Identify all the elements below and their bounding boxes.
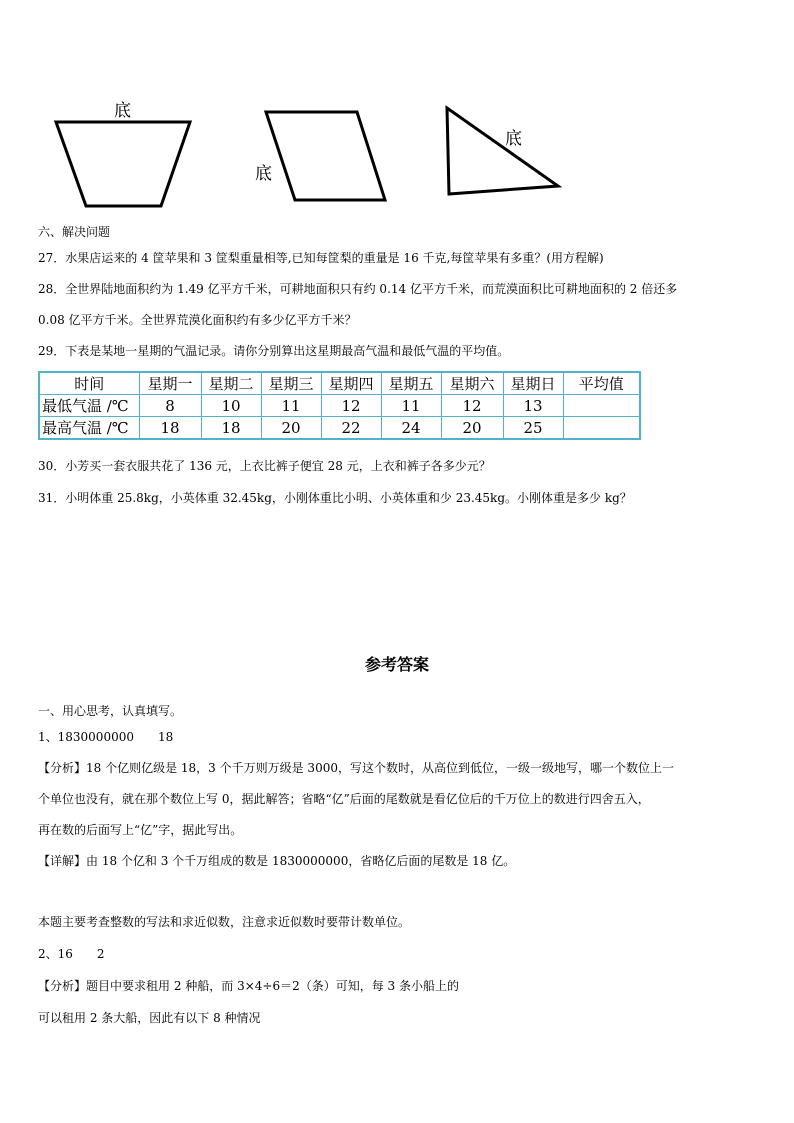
table-row-label: 最低气温 /℃ xyxy=(39,395,139,417)
table-header-cell: 星期三 xyxy=(261,372,321,395)
geometry-figures xyxy=(0,90,794,210)
trapezoid-shape xyxy=(56,122,190,206)
section-heading: 六、解决问题 xyxy=(38,225,111,239)
parallelogram-base-label: 底 xyxy=(255,164,272,184)
question-27: 27．水果店运来的 4 筐苹果和 3 筐梨重量相等,已知每筐梨的重量是 16 千克,每筐苹果有多重？(用方程解) xyxy=(38,251,604,265)
answer-2-analysis-line2: 可以租用 2 条大船，因此有以下 8 种情况 xyxy=(38,1011,261,1025)
trapezoid-base-label: 底 xyxy=(114,101,131,121)
answer-2-analysis-line1: 【分析】题目中要求租用 2 种船，而 3×4÷6＝2（条）可知，每 3 条小船上的 xyxy=(38,979,459,993)
table-header-row xyxy=(39,372,640,395)
table-cell: 20 xyxy=(441,417,503,440)
table-cell xyxy=(563,417,640,440)
table-cell: 11 xyxy=(381,395,441,417)
table-cell: 13 xyxy=(503,395,563,417)
table-cell: 12 xyxy=(441,395,503,417)
table-cell: 11 xyxy=(261,395,321,417)
parallelogram-shape xyxy=(266,112,385,200)
triangle-shape xyxy=(447,108,558,194)
table-header-cell: 星期四 xyxy=(321,372,381,395)
answer-1-note: 本题主要考查整数的写法和求近似数，注意求近似数时要带计数单位。 xyxy=(38,915,411,929)
triangle-base-label: 底 xyxy=(505,129,522,149)
question-29: 29．下表是某地一星期的气温记录。请你分别算出这星期最高气温和最低气温的平均值。 xyxy=(38,344,510,358)
table-cell: 18 xyxy=(139,417,201,440)
table-cell: 10 xyxy=(201,395,261,417)
table-cell: 20 xyxy=(261,417,321,440)
table-cell: 18 xyxy=(201,417,261,440)
question-28-line2: 0.08 亿平方千米。全世界荒漠化面积约有多少亿平方千米？ xyxy=(38,313,357,327)
question-31: 31．小明体重 25.8kg，小英体重 32.45kg，小刚体重比小明、小英体重和少 23.45kg。小刚体重是多少 kg？ xyxy=(38,491,632,505)
table-cell: 24 xyxy=(381,417,441,440)
temperature-table xyxy=(38,371,641,440)
table-header-cell: 星期二 xyxy=(201,372,261,395)
table-row-label: 最高气温 /℃ xyxy=(39,417,139,440)
question-28-line1: 28．全世界陆地面积约为 1.49 亿平方千米，可耕地面积只有约 0.14 亿平方千米，而荒漠面积比可耕地面积的 2 倍还多 xyxy=(38,282,678,296)
table-row xyxy=(39,395,640,417)
table-header-cell: 时间 xyxy=(39,372,139,395)
table-cell: 8 xyxy=(139,395,201,417)
answer-1-analysis-line2: 个单位也没有，就在那个数位上写 0，据此解答；省略“亿”后面的尾数就是看亿位后的千万位上的数进行四舍五入， xyxy=(38,792,650,806)
table-header-cell: 星期日 xyxy=(503,372,563,395)
table-header-cell: 星期一 xyxy=(139,372,201,395)
answer-1-analysis-line3: 再在数的后面写上“亿”字，据此写出。 xyxy=(38,823,243,837)
table-header-cell: 星期六 xyxy=(441,372,503,395)
answer-1-detail: 【详解】由 18 个亿和 3 个千万组成的数是 1830000000，省略亿后面的尾数是 18 亿。 xyxy=(38,854,516,868)
answer-1: 1、1830000000 18 xyxy=(38,730,174,744)
table-cell xyxy=(563,395,640,417)
answer-1-analysis-line1: 【分析】18 个亿则亿级是 18，3 个千万则万级是 3000，写这个数时，从高位到低位，一级一级地写，哪一个数位上一 xyxy=(38,761,674,775)
answer-2: 2、16 2 xyxy=(38,947,105,961)
table-row xyxy=(39,417,640,440)
table-cell: 12 xyxy=(321,395,381,417)
table-header-cell: 星期五 xyxy=(381,372,441,395)
answers-title: 参考答案 xyxy=(364,655,429,674)
table-header-cell: 平均值 xyxy=(563,372,640,395)
question-30: 30．小芳买一套衣服共花了 136 元，上衣比裤子便宜 28 元，上衣和裤子各多少元？ xyxy=(38,459,491,473)
table-cell: 25 xyxy=(503,417,563,440)
answers-part1-heading: 一、用心思考，认真填写。 xyxy=(38,704,183,718)
table-cell: 22 xyxy=(321,417,381,440)
